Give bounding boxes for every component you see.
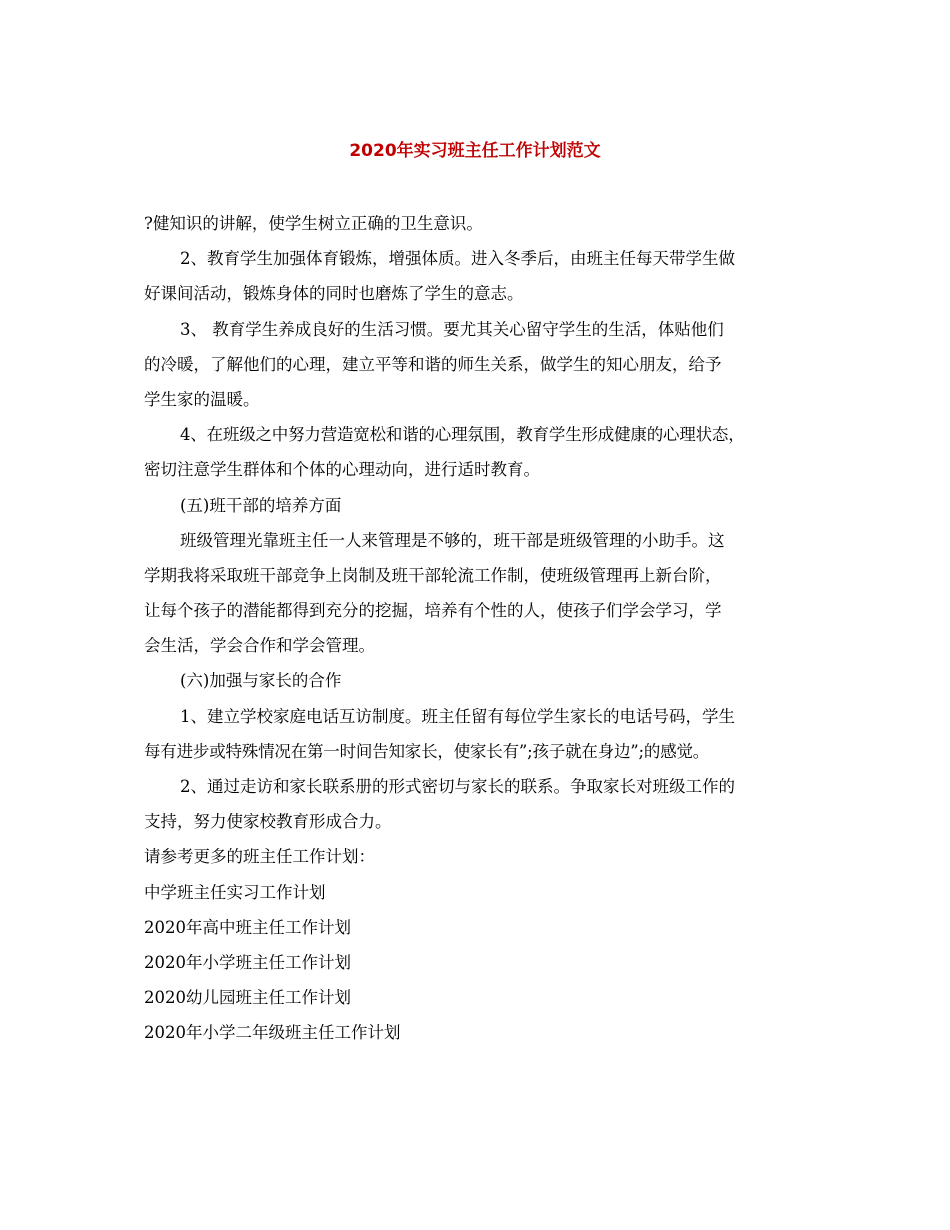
document-body: [144, 206, 814, 1051]
body-line: 的冷暖，了解他们的心理，建立平等和谐的师生关系，做学生的知心朋友，给予: [144, 354, 722, 374]
related-link[interactable]: 2020幼儿园班主任工作计划: [144, 988, 351, 1008]
body-line: 密切注意学生群体和个体的心理动向，进行适时教育。: [144, 460, 540, 480]
body-line: 2、教育学生加强体育锻炼，增强体质。进入冬季后，由班主任每天带学生做: [180, 249, 735, 269]
related-link[interactable]: 中学班主任实习工作计划: [144, 882, 326, 902]
body-line: 3、 教育学生养成良好的生活习惯。要尤其关心留守学生的生活，体贴他们: [180, 319, 724, 339]
body-line: 4、在班级之中努力营造宽松和谐的心理氛围，教育学生形成健康的心理状态，: [180, 425, 745, 445]
body-line: 会生活，学会合作和学会管理。: [144, 636, 375, 656]
section-heading: (六)加强与家长的合作: [180, 671, 342, 691]
body-line: 学期我将采取班干部竞争上岗制及班干部轮流工作制，使班级管理再上新台阶，: [144, 565, 722, 585]
body-line: ?健知识的讲解，使学生树立正确的卫生意识。: [144, 214, 483, 233]
body-line: 2、通过走访和家长联系册的形式密切与家长的联系。争取家长对班级工作的: [180, 777, 735, 796]
body-line: 支持，努力使家校教育形成合力。: [144, 812, 392, 832]
related-heading: 请参考更多的班主任工作计划：: [144, 847, 375, 867]
related-link[interactable]: 2020年小学二年级班主任工作计划: [144, 1023, 401, 1043]
body-line: 好课间活动，锻炼身体的同时也磨炼了学生的意志。: [144, 284, 524, 304]
body-line: 班级管理光靠班主任一人来管理是不够的，班干部是班级管理的小助手。这: [180, 530, 725, 550]
body-line: 让每个孩子的潜能都得到充分的挖掘，培养有个性的人，使孩子们学会学习，学: [144, 601, 722, 621]
related-link[interactable]: 2020年高中班主任工作计划: [144, 917, 351, 937]
body-line: 1、建立学校家庭电话互访制度。班主任留有每位学生家长的电话号码，学生: [180, 706, 735, 726]
body-line: 学生家的温暖。: [144, 389, 260, 409]
body-line: 每有进步或特殊情况在第一时间告知家长，使家长有”;孩子就在身边”;的感觉。: [144, 741, 710, 761]
section-heading: (五)班干部的培养方面: [180, 495, 342, 515]
document-title: 2020年实习班主任工作计划范文: [349, 141, 601, 161]
related-link[interactable]: 2020年小学班主任工作计划: [144, 952, 351, 972]
